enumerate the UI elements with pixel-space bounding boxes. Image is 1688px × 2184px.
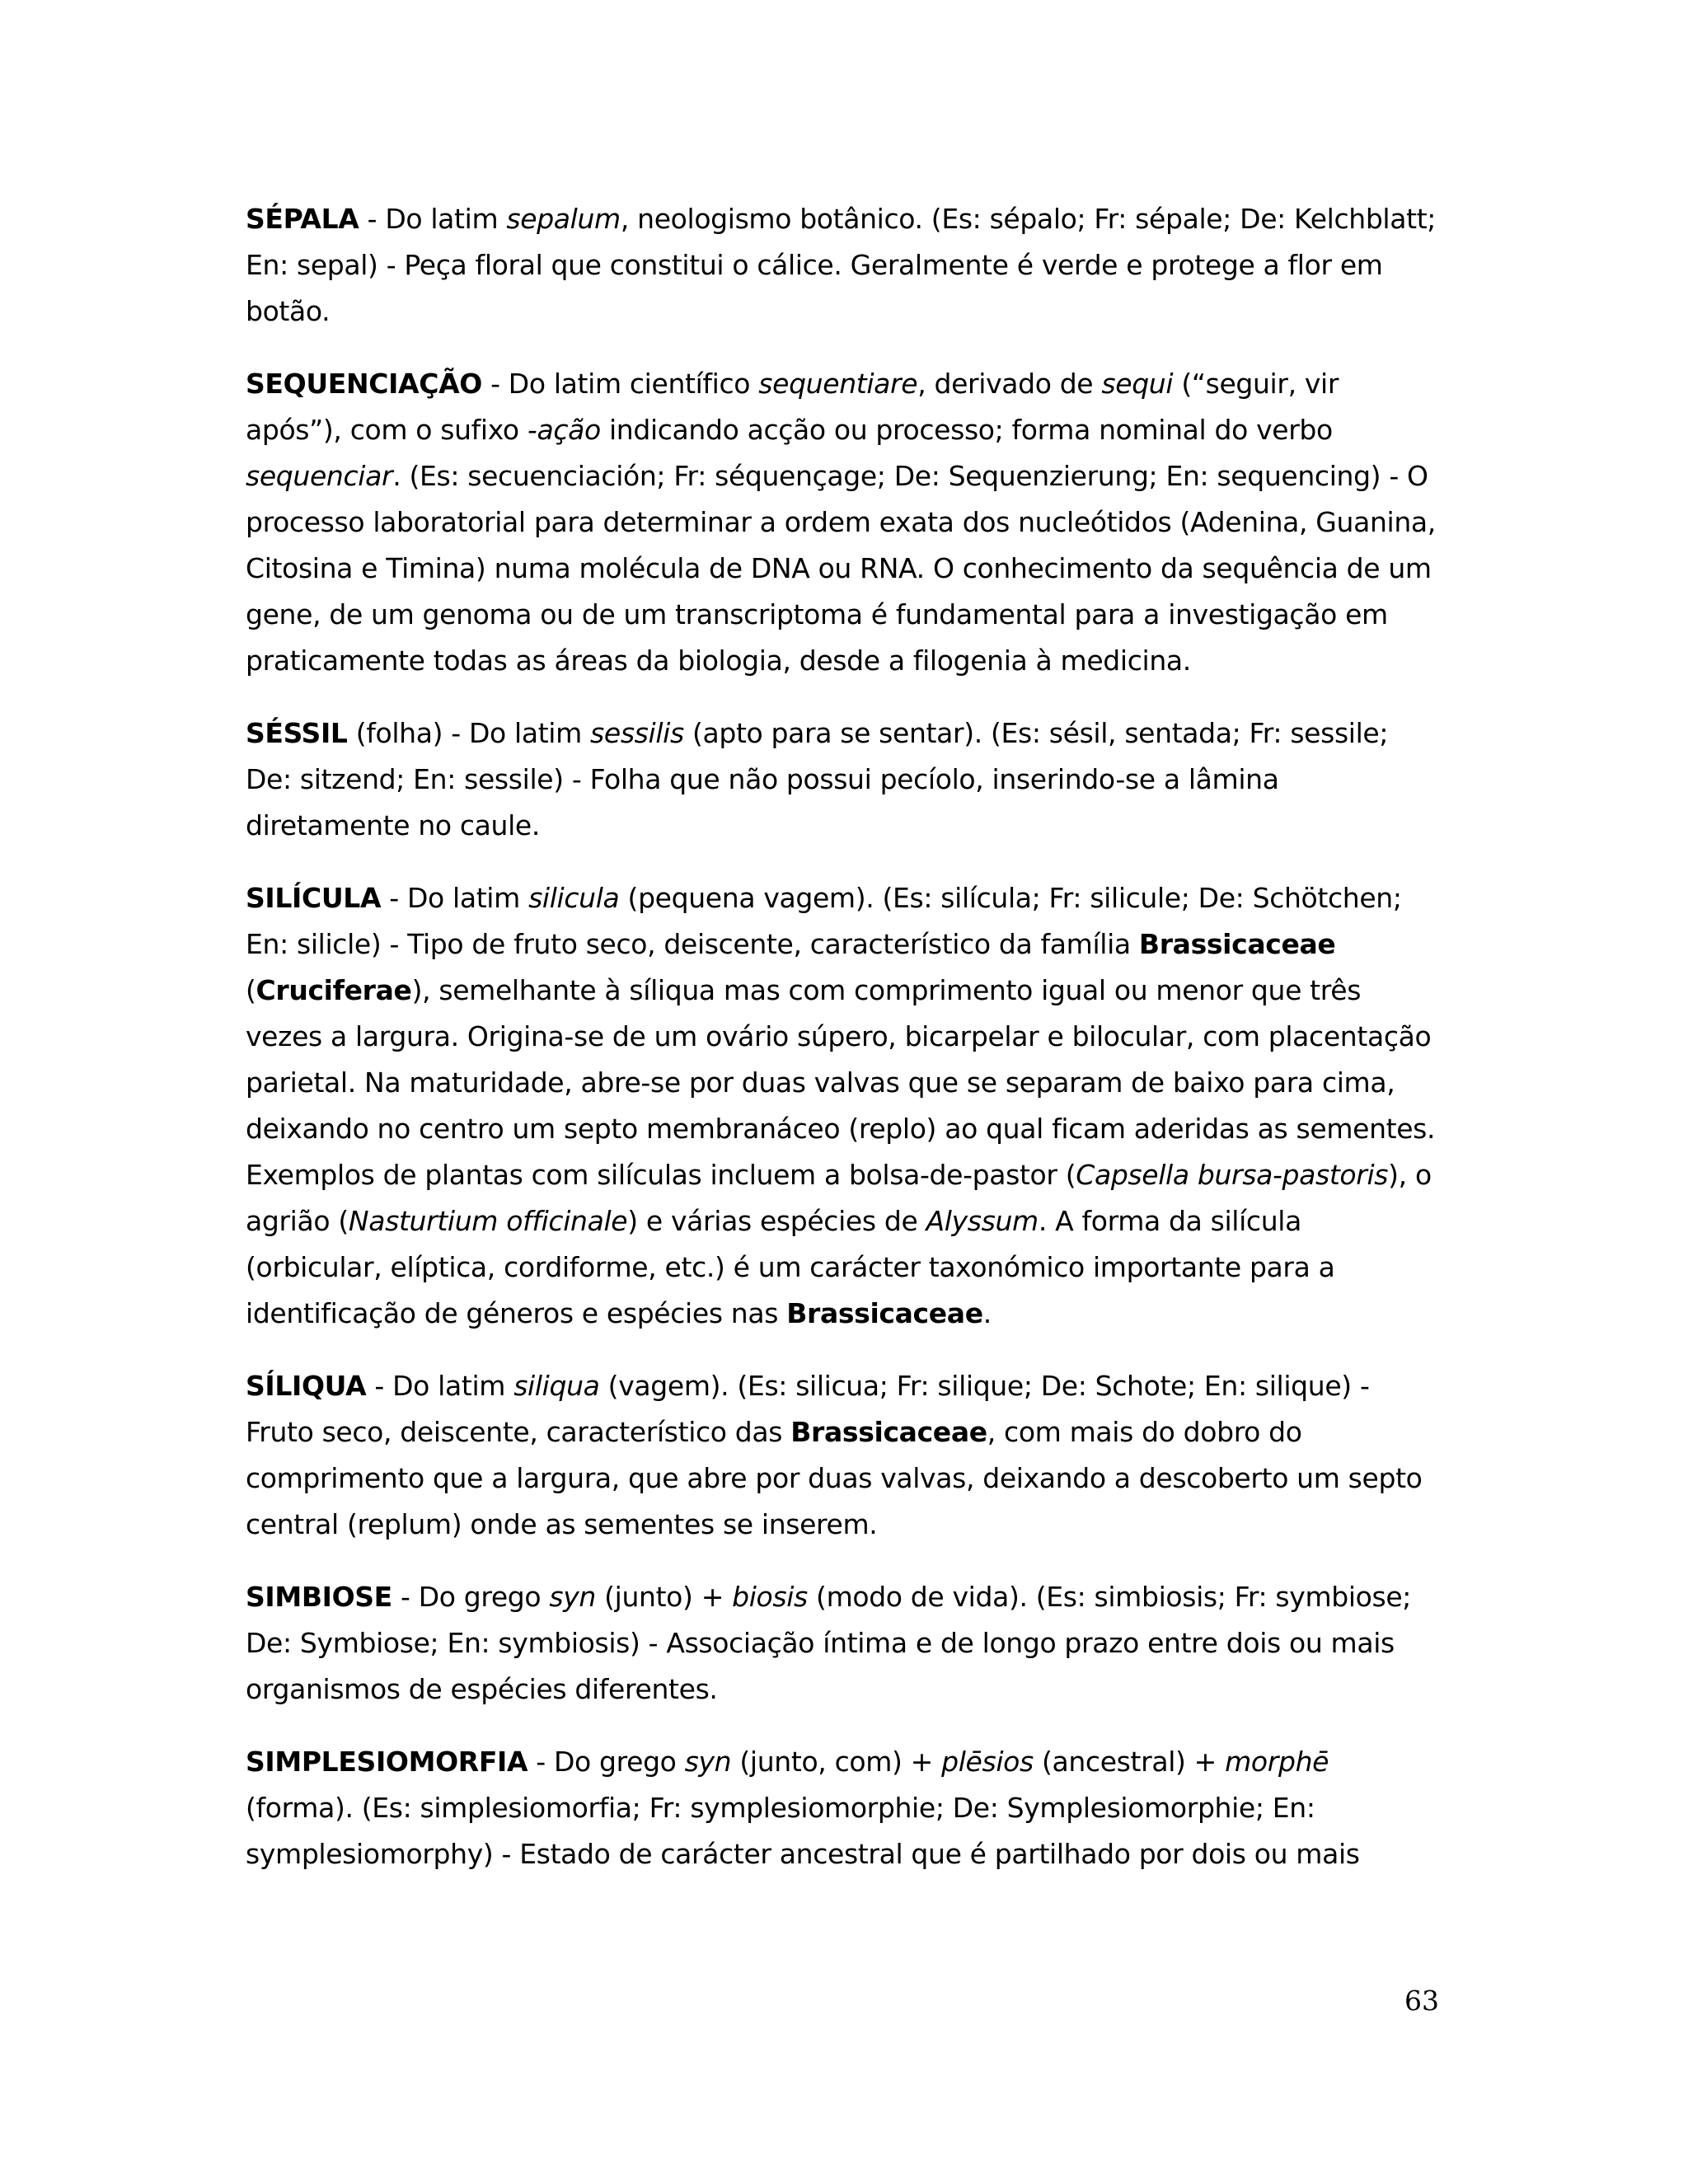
entry-text: (ancestral) +: [1033, 1746, 1226, 1778]
entry-text: ) e várias espécies de: [627, 1205, 926, 1237]
italic-text: Nasturtium officinale: [348, 1205, 628, 1237]
bold-text: Cruciferae: [256, 974, 412, 1006]
entry-text: (“seguir, vir após”), com o sufixo: [246, 368, 1339, 446]
glossary-entries: [246, 196, 1441, 1904]
entry-text: indicando acção ou processo; forma nominal do verbo: [600, 414, 1333, 446]
italic-text: sequenciar: [246, 460, 393, 492]
entry-text: , derivado de: [917, 368, 1102, 400]
italic-text: morphē: [1225, 1746, 1329, 1778]
entry-text: - Do latim: [381, 882, 529, 914]
entry-term: SIMPLESIOMORFIA: [246, 1746, 528, 1778]
entry-text: . A forma da silícula (orbicular, elíptica, cordiforme, etc.) é um carácter taxonómico importante para a identificação de géneros e espécies nas: [246, 1205, 1335, 1329]
italic-text: sequentiare: [758, 368, 918, 400]
glossary-entry: [246, 1363, 1441, 1548]
entry-term: SILÍCULA: [246, 882, 382, 914]
glossary-entry: [246, 710, 1441, 849]
italic-text: biosis: [732, 1581, 808, 1613]
italic-text: Capsella bursa-pastoris: [1076, 1159, 1389, 1191]
italic-text: sessilis: [590, 717, 684, 749]
entry-text: . (Es: secuenciación; Fr: séquençage; De: Sequenzierung; En: sequencing) - O processo laboratorial para determinar a ordem exata dos nucleótidos (Adenina, Guanina, Citosina e Timina) numa molécula de DNA ou RNA. O conhecimento da sequência de um gene, de um genoma ou de um transcriptoma é fundamental para a investigação em praticamente todas as áreas da biologia, desde a filogenia à medicina.: [246, 460, 1436, 677]
entry-text: , neologismo botânico. (Es: sépalo; Fr: sépale; De: Kelchblatt; En: sepal) - Peça floral que constitui o cálice. Geralmente é verde e protege a flor em botão.: [246, 203, 1437, 327]
entry-text: (folha) - Do latim: [347, 717, 591, 749]
bold-text: Brassicaceae: [790, 1416, 987, 1448]
entry-text: (vagem). (Es: silicua; Fr: silique; De: Schote; En: silique) - Fruto seco, deiscente, característico das: [246, 1370, 1370, 1448]
entry-text: (forma). (Es: simplesiomorfia; Fr: symplesiomorphie; De: Symplesiomorphie; En: symplesiomorphy) - Estado de carácter ancestral que é partilhado por dois ou mais: [246, 1792, 1360, 1870]
entry-text: - Do latim: [366, 1370, 514, 1402]
entry-text: ), semelhante à síliqua mas com comprimento igual ou menor que três vezes a largura. Origina-se de um ovário súpero, bicarpelar e bilocular, com placentação parietal. Na maturidade, abre-se por duas valvas que se separam de baixo para cima, deixando no centro um septo membranáceo (replo) ao qual ficam aderidas as sementes. Exemplos de plantas com silículas incluem a bolsa-de-pastor (: [246, 974, 1436, 1191]
italic-text: plēsios: [941, 1746, 1034, 1778]
glossary-entry: [246, 196, 1441, 335]
entry-text: - Do latim científico: [481, 368, 759, 400]
entry-text: (pequena vagem). (Es: silícula; Fr: silicule; De: Schötchen; En: silicle) - Tipo de fruto seco, deiscente, característico da família: [246, 882, 1402, 960]
page-number: 63: [1404, 1985, 1439, 2017]
glossary-entry: [246, 1574, 1441, 1713]
entry-term: SÉPALA: [246, 203, 359, 235]
italic-text: sequi: [1101, 368, 1174, 400]
glossary-entry: [246, 361, 1441, 684]
glossary-entry: [246, 1739, 1441, 1877]
italic-text: Alyssum: [926, 1205, 1039, 1237]
entry-text: (junto, com) +: [731, 1746, 942, 1778]
entry-term: SEQUENCIAÇÃO: [246, 368, 482, 400]
entry-term: SÍLIQUA: [246, 1370, 367, 1402]
italic-text: siliqua: [513, 1370, 600, 1402]
entry-text: ), o agrião (: [246, 1159, 1432, 1237]
entry-text: - Do grego: [528, 1746, 685, 1778]
italic-text: -ação: [527, 414, 601, 446]
bold-text: Brassicaceae: [1138, 928, 1336, 960]
entry-text: (apto para se sentar). (Es: sésil, sentada; Fr: sessile; De: sitzend; En: sessile) - Folha que não possui pecíolo, inserindo-se a lâmina diretamente no caule.: [246, 717, 1389, 841]
italic-text: sepalum: [506, 203, 621, 235]
entry-text: - Do grego: [392, 1581, 550, 1613]
entry-text: .: [982, 1297, 992, 1329]
entry-text: (modo de vida). (Es: simbiosis; Fr: symbiose; De: Symbiose; En: symbiosis) - Associação íntima e de longo prazo entre dois ou mais organismos de espécies diferentes.: [246, 1581, 1412, 1705]
entry-term: SIMBIOSE: [246, 1581, 392, 1613]
entry-text: - Do latim: [359, 203, 507, 235]
glossary-entry: [246, 875, 1441, 1337]
italic-text: silicula: [528, 882, 620, 914]
entry-term: SÉSSIL: [246, 717, 348, 749]
bold-text: Brassicaceae: [786, 1297, 983, 1329]
entry-text: (junto) +: [595, 1581, 733, 1613]
entry-text: (: [246, 974, 256, 1006]
entry-text: , com mais do dobro do comprimento que a largura, que abre por duas valvas, deixando a descoberto um septo central (replum) onde as sementes se inserem.: [246, 1416, 1423, 1540]
italic-text: syn: [549, 1581, 596, 1613]
italic-text: syn: [684, 1746, 732, 1778]
